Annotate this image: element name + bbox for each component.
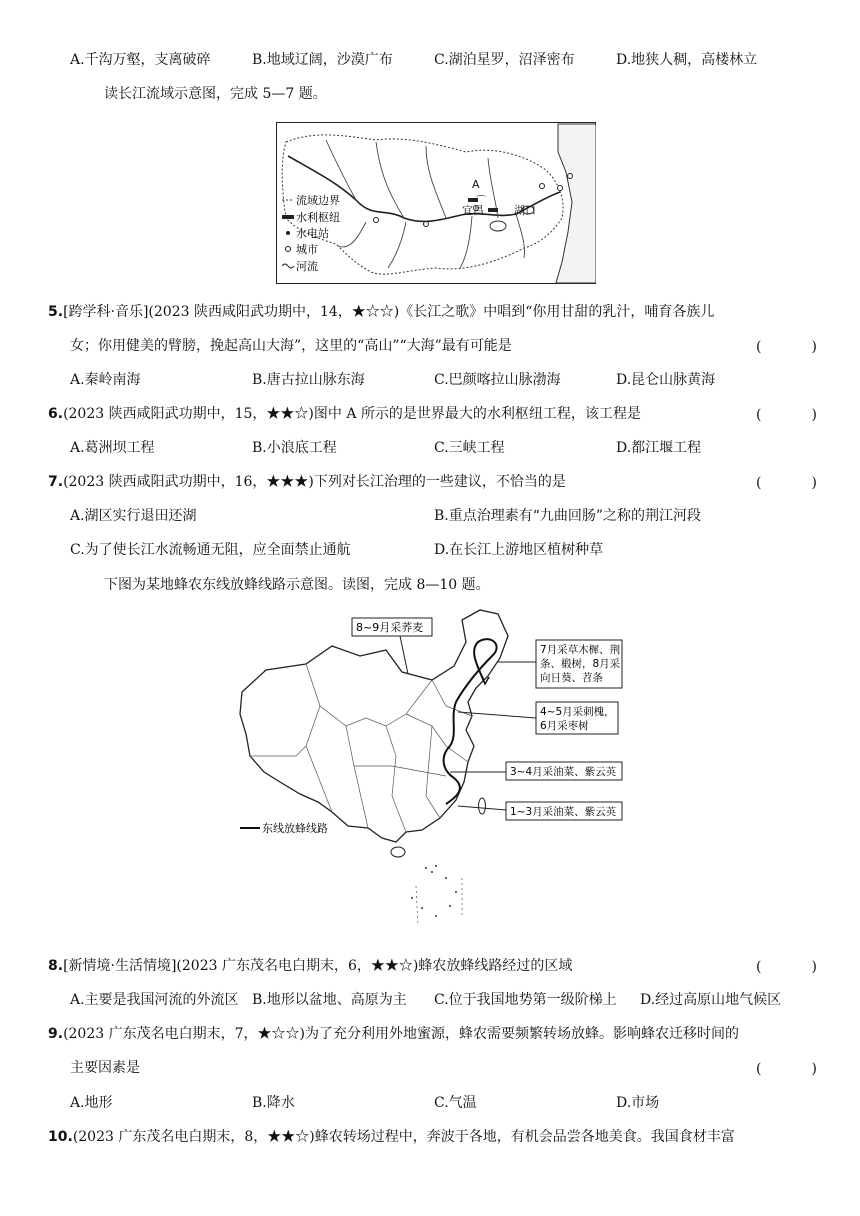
q10-stem: 10.(2023 广东茂名电白期末，8，★★☆)蜂农转场过程中，奔波于各地，有机会品尝各地美食。我国食材丰富 [48, 1129, 735, 1145]
map1-label-a: A [472, 178, 480, 191]
box-4-6-month-line1: 4~5月采刺槐， [540, 706, 615, 718]
q8-stem: 8.[新情境·生活情境](2023 广东茂名电白期末，6，★★☆)蜂农放蜂线路经过的区域 [48, 958, 573, 974]
q8-option-b: B.地形以盆地、高原为主 [252, 992, 407, 1008]
q9-answer-bracket: ( ) [756, 1061, 835, 1077]
q6-number: 6. [48, 406, 64, 422]
legend-basin-boundary: 流域边界 [296, 194, 340, 207]
q5-stem-line2: 女；你用健美的臂膀，挽起高山大海”，这里的“高山”“大海”最有可能是 [70, 338, 512, 354]
yangtze-basin-map [276, 122, 596, 284]
legend-city: 城市 [296, 243, 318, 256]
q9-option-a: A.地形 [70, 1095, 113, 1111]
q5-option-d: D.昆仑山脉黄海 [616, 372, 716, 388]
box-1-3-month: 1~3月采油菜、紫云英 [510, 806, 617, 818]
q8-option-a: A.主要是我国河流的外流区 [70, 992, 239, 1008]
legend-river: 河流 [296, 260, 318, 273]
q8-option-c: C.位于我国地势第一级阶梯上 [434, 992, 617, 1008]
box-7-8-month-line3: 向日葵、苕条 [540, 672, 603, 684]
q7-stem: 7.(2023 陕西咸阳武功期中，16，★★★)下列对长江治理的一些建议，不恰当的是 [48, 474, 566, 490]
q6-option-d: D.都江堰工程 [616, 440, 702, 456]
q7-option-a: A.湖区实行退田还湖 [70, 508, 197, 524]
q7-option-c: C.为了使长江水流畅通无阻，应全面禁止通航 [70, 542, 351, 558]
box-8-9-month: 8~9月采荞麦 [356, 621, 424, 634]
q5-answer-bracket: ( ) [756, 339, 835, 355]
q9-stem-line2: 主要因素是 [70, 1060, 140, 1076]
q5-option-b: B.唐古拉山脉东海 [252, 372, 365, 388]
q7-number: 7. [48, 474, 64, 490]
q6-stem: 6.(2023 陕西咸阳武功期中，15，★★☆)图中 A 所示的是世界最大的水利枢纽工程，该工程是 [48, 406, 641, 422]
q8-number: 8. [48, 958, 64, 974]
map1-label-yichang: 宜昌 [462, 204, 484, 217]
q4-option-a: A.千沟万壑，支离破碎 [70, 52, 211, 68]
map1-label-hukou: 湖口 [514, 204, 536, 217]
q5-option-c: C.巴颜喀拉山脉渤海 [434, 372, 561, 388]
q7-option-b: B.重点治理素有“九曲回肠”之称的荆江河段 [434, 508, 702, 524]
box-3-4-month: 3~4月采油菜、紫云英 [510, 766, 617, 778]
map2-legend: 东线放蜂线路 [262, 822, 328, 835]
q6-option-a: A.葛洲坝工程 [70, 440, 155, 456]
q6-answer-bracket: ( ) [756, 407, 835, 423]
box-4-6-month-line2: 6月采枣树 [540, 720, 589, 732]
beekeeping-route-map [236, 606, 626, 928]
q10-number: 10. [48, 1129, 73, 1145]
box-7-8-month-line1: 7月采草木樨、荆 [540, 644, 621, 656]
intro-5-7: 读长江流域示意图，完成 5—7 题。 [104, 86, 327, 102]
q9-option-d: D.市场 [616, 1095, 660, 1111]
q9-number: 9. [48, 1026, 64, 1042]
legend-hydropower: 水电站 [296, 227, 329, 240]
q4-option-b: B.地域辽阔，沙漠广布 [252, 52, 393, 68]
q5-number: 5. [48, 304, 64, 320]
q4-option-c: C.湖泊星罗，沼泽密布 [434, 52, 575, 68]
q7-answer-bracket: ( ) [756, 475, 835, 491]
q6-option-c: C.三峡工程 [434, 440, 505, 456]
q8-option-d: D.经过高原山地气候区 [640, 992, 782, 1008]
legend-dam: 水利枢纽 [296, 211, 340, 224]
q7-option-d: D.在长江上游地区植树种草 [434, 542, 604, 558]
svg-text:⌒: ⌒ [476, 196, 486, 207]
q9-option-b: B.降水 [252, 1095, 295, 1111]
q5-stem-line1: 5.[跨学科·音乐](2023 陕西咸阳武功期中，14，★☆☆)《长江之歌》中唱到“你用甘甜的乳汁，哺育各族儿 [48, 304, 715, 320]
q6-option-b: B.小浪底工程 [252, 440, 337, 456]
q9-stem-line1: 9.(2023 广东茂名电白期末，7，★☆☆)为了充分利用外地蜜源，蜂农需要频繁转场放蜂。影响蜂农迁移时间的 [48, 1026, 739, 1042]
q5-option-a: A.秦岭南海 [70, 372, 141, 388]
q8-answer-bracket: ( ) [756, 959, 835, 975]
q9-option-c: C.气温 [434, 1095, 477, 1111]
q4-option-d: D.地狭人稠，高楼林立 [616, 52, 758, 68]
box-7-8-month-line2: 条、椴树，8月采 [540, 658, 621, 670]
intro-8-10: 下图为某地蜂农东线放蜂线路示意图。读图，完成 8—10 题。 [104, 577, 490, 593]
